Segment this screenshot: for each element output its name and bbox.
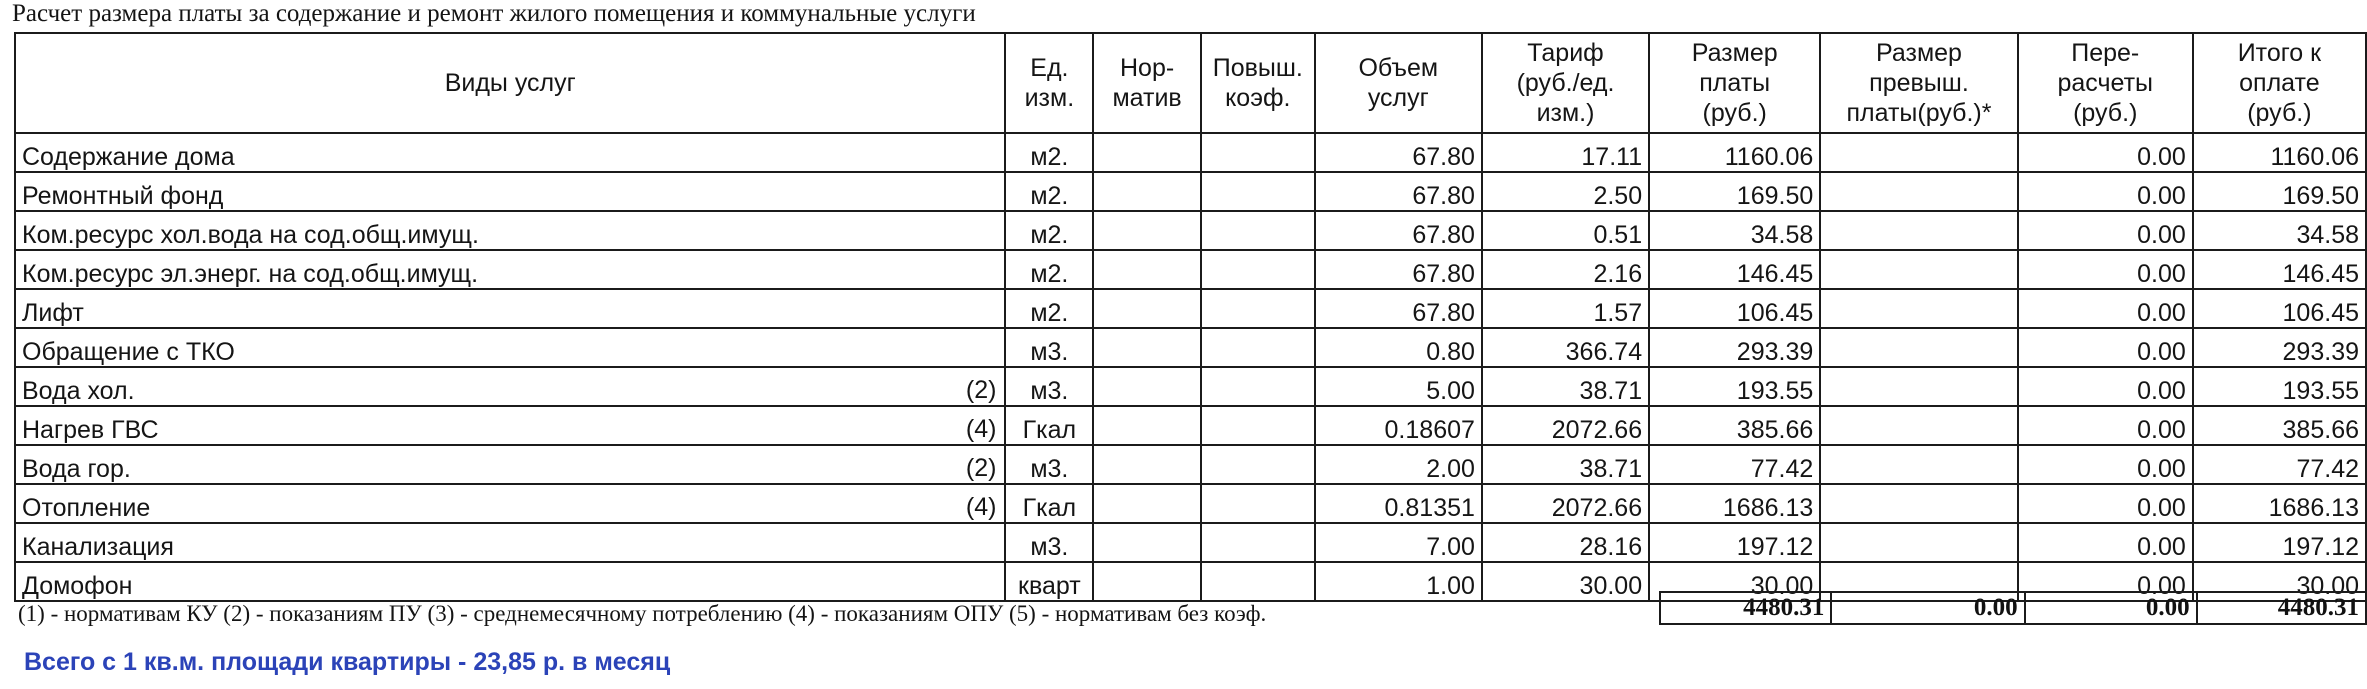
table-row [15, 523, 2366, 562]
coef-cell [1201, 250, 1315, 289]
coef-cell [1201, 445, 1315, 484]
amount-cell: 77.42 [1649, 445, 1820, 484]
tariff-cell: 1.57 [1482, 289, 1649, 328]
excess-cell [1820, 484, 2017, 523]
recalc-cell: 0.00 [2018, 211, 2193, 250]
recalc-cell: 0.00 [2018, 445, 2193, 484]
header-row [15, 33, 2366, 133]
total-amount: 4480.31 [1660, 592, 1831, 624]
norm-cell [1093, 562, 1201, 601]
coef-cell [1201, 211, 1315, 250]
totals-table [1659, 591, 2367, 625]
volume-cell: 67.80 [1315, 250, 1482, 289]
total-cell: 1686.13 [2193, 484, 2366, 523]
recalc-cell: 0.00 [2018, 250, 2193, 289]
excess-cell [1820, 250, 2017, 289]
service-cell [15, 250, 1005, 289]
tariff-cell: 2072.66 [1482, 406, 1649, 445]
service-cell [15, 445, 1005, 484]
tariff-cell: 0.51 [1482, 211, 1649, 250]
amount-cell: 1686.13 [1649, 484, 1820, 523]
coef-cell [1201, 484, 1315, 523]
table-row [15, 367, 2366, 406]
total-cell: 146.45 [2193, 250, 2366, 289]
volume-cell: 7.00 [1315, 523, 1482, 562]
header-norm: Нор- матив [1093, 33, 1201, 133]
table-row [15, 406, 2366, 445]
tariff-cell: 38.71 [1482, 445, 1649, 484]
tariff-cell: 28.16 [1482, 523, 1649, 562]
norm-cell [1093, 172, 1201, 211]
service-cell [15, 328, 1005, 367]
per-sqm-summary: Всего с 1 кв.м. площади квартиры - 23,85 р. в месяц [24, 648, 671, 676]
coef-cell [1201, 406, 1315, 445]
service-name: Ком.ресурс эл.энерг. на сод.общ.имущ. [22, 260, 479, 288]
total-cell: 34.58 [2193, 211, 2366, 250]
amount-cell: 169.50 [1649, 172, 1820, 211]
total-cell: 30.00 [2193, 562, 2366, 601]
header-total: Итого к оплате (руб.) [2193, 33, 2366, 133]
recalc-cell: 0.00 [2018, 562, 2193, 601]
table-row [15, 211, 2366, 250]
service-name: Канализация [22, 533, 174, 561]
amount-cell: 106.45 [1649, 289, 1820, 328]
unit-cell: м2. [1005, 250, 1093, 289]
recalc-cell: 0.00 [2018, 523, 2193, 562]
total-cell: 1160.06 [2193, 133, 2366, 172]
service-name: Домофон [22, 572, 133, 600]
volume-cell: 1.00 [1315, 562, 1482, 601]
volume-cell: 2.00 [1315, 445, 1482, 484]
unit-cell: м3. [1005, 445, 1093, 484]
service-name: Отопление [22, 494, 151, 522]
excess-cell [1820, 367, 2017, 406]
service-cell [15, 484, 1005, 523]
excess-cell [1820, 133, 2017, 172]
unit-cell: кварт [1005, 562, 1093, 601]
tariff-cell: 366.74 [1482, 328, 1649, 367]
service-note: (4) [965, 415, 997, 443]
unit-cell: Гкал [1005, 406, 1093, 445]
recalc-cell: 0.00 [2018, 133, 2193, 172]
unit-cell: м2. [1005, 211, 1093, 250]
header-unit: Ед. изм. [1005, 33, 1093, 133]
excess-cell [1820, 328, 2017, 367]
norm-cell [1093, 211, 1201, 250]
service-cell [15, 133, 1005, 172]
service-rows [15, 133, 2366, 601]
table-row [15, 289, 2366, 328]
table-row [15, 328, 2366, 367]
header-service: Виды услуг [15, 33, 1005, 133]
total-cell: 293.39 [2193, 328, 2366, 367]
table-row [15, 133, 2366, 172]
document-title: Расчет размера платы за содержание и ремонт жилого помещения и коммунальные услуги [12, 0, 976, 27]
service-cell [15, 406, 1005, 445]
header-amount: Размер платы (руб.) [1649, 33, 1820, 133]
volume-cell: 67.80 [1315, 133, 1482, 172]
unit-cell: м3. [1005, 367, 1093, 406]
service-name: Содержание дома [22, 143, 235, 171]
header-tariff: Тариф (руб./ед. изм.) [1482, 33, 1649, 133]
service-cell [15, 172, 1005, 211]
unit-cell: м2. [1005, 172, 1093, 211]
total-recalc: 0.00 [2025, 592, 2197, 624]
amount-cell: 30.00 [1649, 562, 1820, 601]
recalc-cell: 0.00 [2018, 289, 2193, 328]
tariff-cell: 2072.66 [1482, 484, 1649, 523]
recalc-cell: 0.00 [2018, 172, 2193, 211]
excess-cell [1820, 445, 2017, 484]
excess-cell [1820, 523, 2017, 562]
volume-cell: 0.81351 [1315, 484, 1482, 523]
service-cell [15, 289, 1005, 328]
service-name: Обращение с ТКО [22, 338, 235, 366]
coef-cell [1201, 562, 1315, 601]
amount-cell: 34.58 [1649, 211, 1820, 250]
tariff-cell: 17.11 [1482, 133, 1649, 172]
service-cell [15, 367, 1005, 406]
norm-cell [1093, 406, 1201, 445]
norm-cell [1093, 445, 1201, 484]
header-coef: Повыш. коэф. [1201, 33, 1315, 133]
tariff-cell: 2.50 [1482, 172, 1649, 211]
recalc-cell: 0.00 [2018, 406, 2193, 445]
coef-cell [1201, 172, 1315, 211]
total-cell: 77.42 [2193, 445, 2366, 484]
excess-cell [1820, 172, 2017, 211]
volume-cell: 67.80 [1315, 211, 1482, 250]
total-cell: 169.50 [2193, 172, 2366, 211]
coef-cell [1201, 289, 1315, 328]
service-name: Ком.ресурс хол.вода на сод.общ.имущ. [22, 221, 479, 249]
amount-cell: 146.45 [1649, 250, 1820, 289]
service-cell [15, 211, 1005, 250]
recalc-cell: 0.00 [2018, 484, 2193, 523]
norm-cell [1093, 328, 1201, 367]
service-cell [15, 562, 1005, 601]
excess-cell [1820, 406, 2017, 445]
amount-cell: 197.12 [1649, 523, 1820, 562]
table-row [15, 172, 2366, 211]
total-to-pay: 4480.31 [2197, 592, 2366, 624]
service-cell [15, 523, 1005, 562]
service-note: (2) [965, 454, 997, 482]
table-row [15, 445, 2366, 484]
excess-cell [1820, 289, 2017, 328]
legend-note: (1) - нормативам КУ (2) - показаниям ПУ (3) - среднемесячному потреблению (4) - показаниям ОПУ (5) - нормативам без коэф. [18, 601, 1267, 626]
volume-cell: 0.18607 [1315, 406, 1482, 445]
header-excess: Размер превыш. платы(руб.)* [1820, 33, 2017, 133]
header-recalc: Пере- расчеты (руб.) [2018, 33, 2193, 133]
table-row [15, 250, 2366, 289]
volume-cell: 5.00 [1315, 367, 1482, 406]
header-volume: Объем услуг [1315, 33, 1482, 133]
tariff-cell: 38.71 [1482, 367, 1649, 406]
amount-cell: 193.55 [1649, 367, 1820, 406]
total-cell: 106.45 [2193, 289, 2366, 328]
amount-cell: 293.39 [1649, 328, 1820, 367]
total-cell: 385.66 [2193, 406, 2366, 445]
charges-table [14, 32, 2367, 602]
service-name: Вода хол. [22, 377, 135, 405]
amount-cell: 1160.06 [1649, 133, 1820, 172]
norm-cell [1093, 133, 1201, 172]
totals-row [1660, 592, 2366, 624]
service-note: (2) [965, 376, 997, 404]
norm-cell [1093, 523, 1201, 562]
volume-cell: 0.80 [1315, 328, 1482, 367]
tariff-cell: 2.16 [1482, 250, 1649, 289]
excess-cell [1820, 211, 2017, 250]
tariff-cell: 30.00 [1482, 562, 1649, 601]
coef-cell [1201, 523, 1315, 562]
unit-cell: м3. [1005, 328, 1093, 367]
recalc-cell: 0.00 [2018, 328, 2193, 367]
volume-cell: 67.80 [1315, 289, 1482, 328]
unit-cell: м2. [1005, 133, 1093, 172]
amount-cell: 385.66 [1649, 406, 1820, 445]
recalc-cell: 0.00 [2018, 367, 2193, 406]
service-name: Ремонтный фонд [22, 182, 224, 210]
total-excess: 0.00 [1831, 592, 2024, 624]
service-note: (4) [965, 493, 997, 521]
service-name: Нагрев ГВС [22, 416, 159, 444]
coef-cell [1201, 328, 1315, 367]
unit-cell: м3. [1005, 523, 1093, 562]
norm-cell [1093, 484, 1201, 523]
table-row [15, 484, 2366, 523]
norm-cell [1093, 250, 1201, 289]
volume-cell: 67.80 [1315, 172, 1482, 211]
service-name: Лифт [22, 299, 84, 327]
service-name: Вода гор. [22, 455, 131, 483]
unit-cell: м2. [1005, 289, 1093, 328]
norm-cell [1093, 289, 1201, 328]
total-cell: 193.55 [2193, 367, 2366, 406]
unit-cell: Гкал [1005, 484, 1093, 523]
coef-cell [1201, 367, 1315, 406]
coef-cell [1201, 133, 1315, 172]
total-cell: 197.12 [2193, 523, 2366, 562]
norm-cell [1093, 367, 1201, 406]
